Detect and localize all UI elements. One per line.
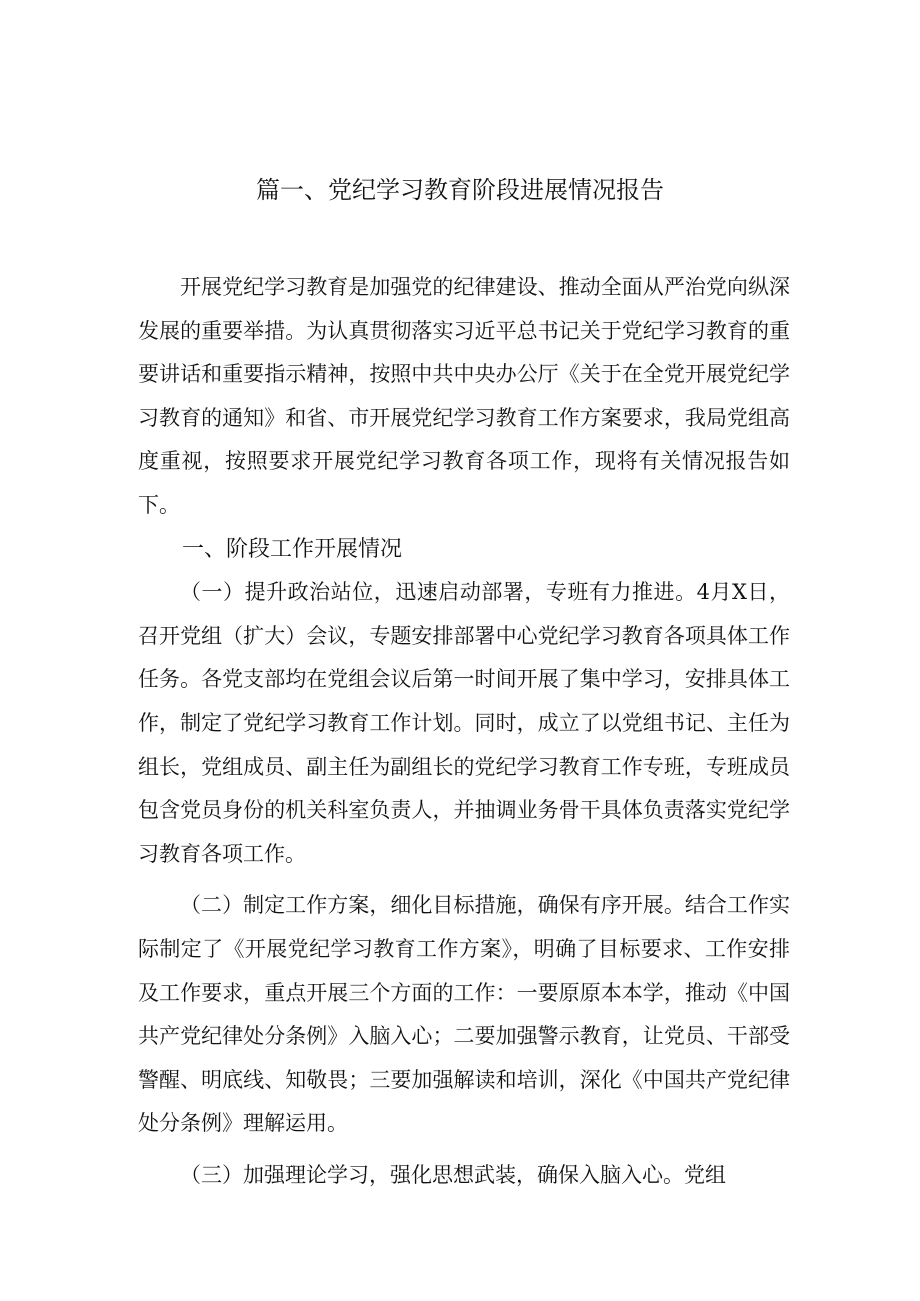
intro-paragraph: 开展党纪学习教育是加强党的纪律建设、推动全面从严治党向纵深发展的重要举措。为认真贯彻落实习近平总书记关于党纪学习教育的重要讲话和重要指示精神，按照中共中央办公厅《关于在全党开展党纪学习教育的通知》和省、市开展党纪学习教育工作方案要求，我局党组高度重视，按照要求开展党纪学习教育各项工作，现将有关情况报告如下。 [138, 275, 790, 517]
paragraph-3: （三）加强理论学习，强化思想武装，确保入脑入心。党组 [180, 1162, 726, 1187]
paragraph-1: （一）提升政治站位，迅速启动部署，专班有力推进。4月X日，召开党组（扩大）会议，专题安排部署中心党纪学习教育各项具体工作任务。各党支部均在党组会议后第一时间开展了集中学习，安排具体工作，制定了党纪学习教育工作计划。同时，成立了以党组书记、主任为组长，党组成员、副主任为副组长的党纪学习教育工作专班，专班成员包含党员身份的机关科室负责人，并抽调业务骨干具体负责落实党纪学习教育各项工作。 [138, 580, 790, 866]
section-heading: 一、阶段工作开展情况 [182, 536, 403, 562]
paragraph-2: （二）制定工作方案，细化目标措施，确保有序开展。结合工作实际制定了《开展党纪学习教育工作方案》，明确了目标要求、工作安排及工作要求，重点开展三个方面的工作：一要原原本本学，推动《中国共产党纪律处分条例》入脑入心；二要加强警示教育，让党员、干部受警醒、明底线、知敬畏；三要加强解读和培训，深化《中国共产党纪律处分条例》理解运用。 [138, 893, 790, 1136]
document-body [138, 266, 790, 1197]
document-title: 篇一、党纪学习教育阶段进展情况报告 [256, 176, 664, 204]
